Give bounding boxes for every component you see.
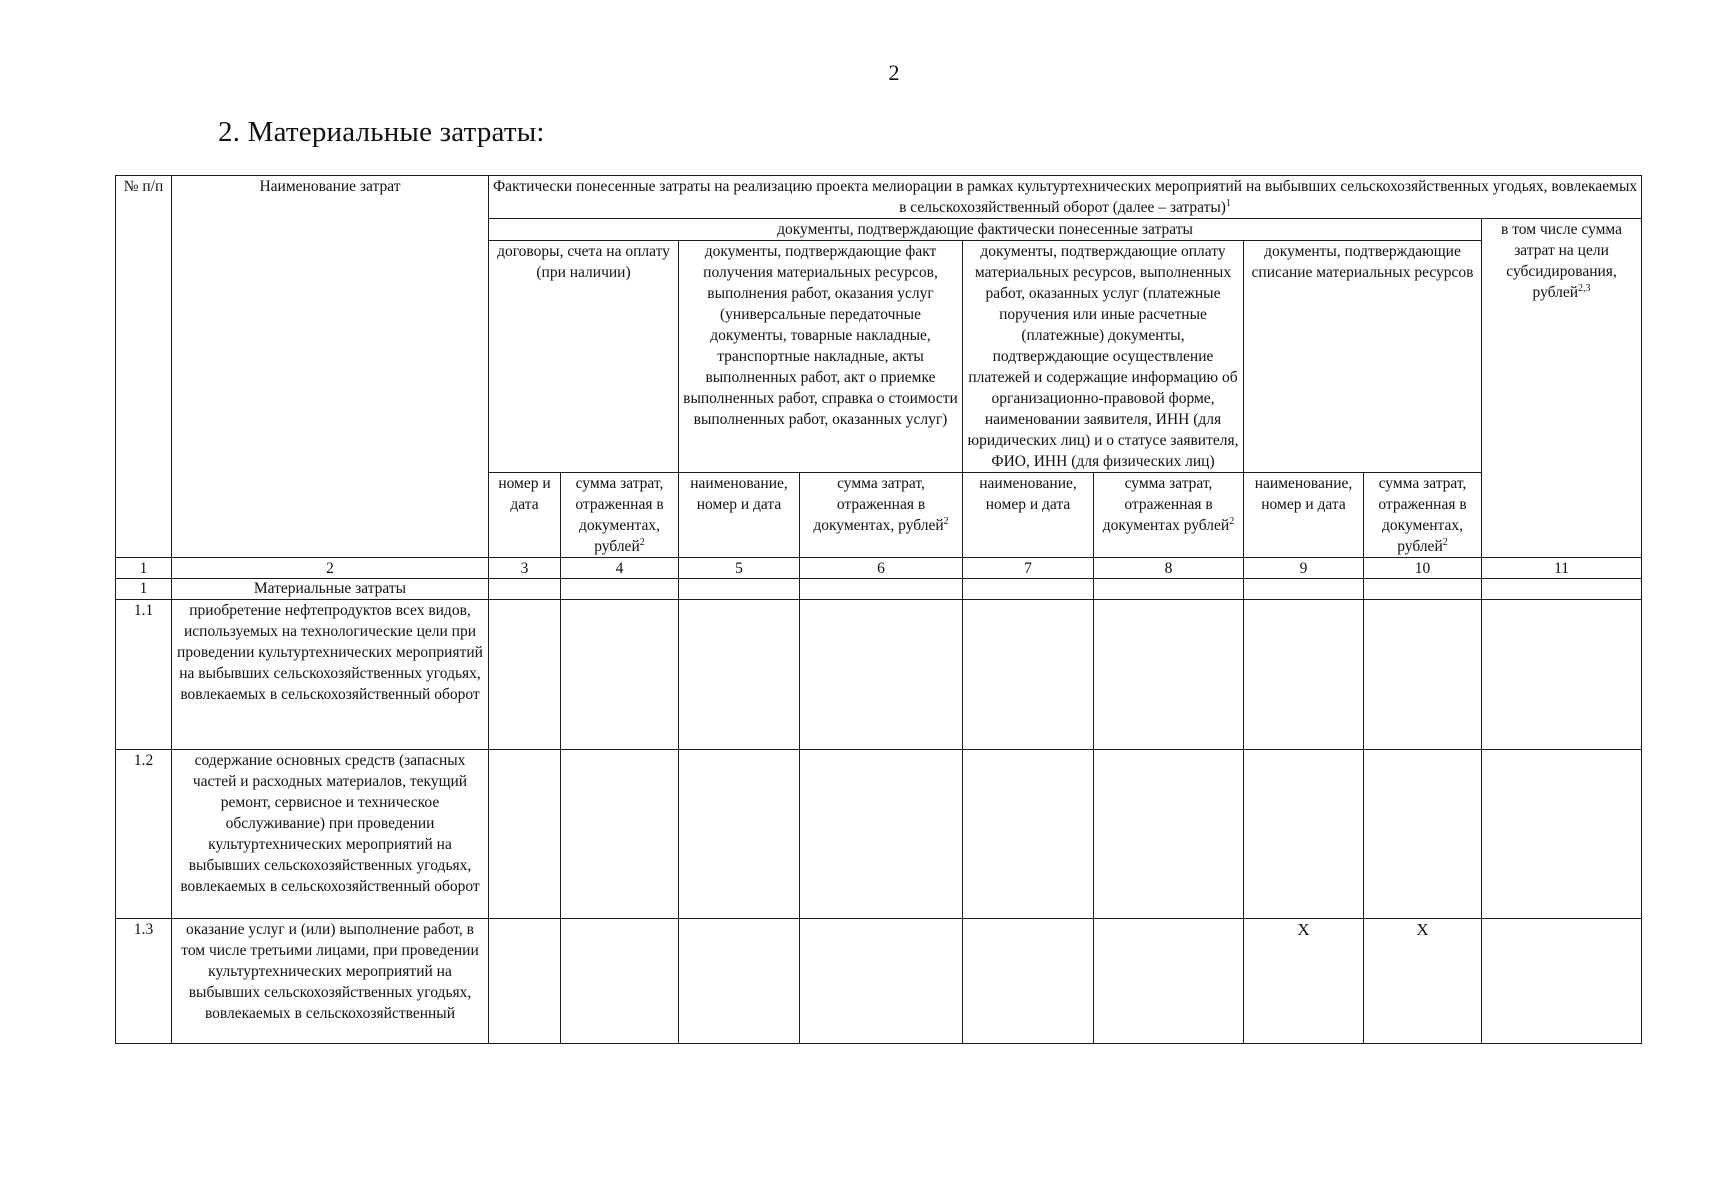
section-title: 2. Материальные затраты: [218,116,545,148]
sub-col-sum-10-text: сумма затрат, отраженная в документах, рублей [1378,475,1467,555]
column-number: 4 [561,558,679,579]
empty-cell [1482,750,1642,919]
empty-cell [963,919,1094,1044]
material-costs-table [115,175,1642,1044]
empty-cell [561,579,679,600]
sub-col-sum-6-text: сумма затрат, отраженная в документах, рублей [813,475,944,534]
empty-cell [800,579,963,600]
page-number: 2 [888,60,900,85]
footnote-ref: 2 [943,515,949,527]
section-row-number: 1 [116,579,172,600]
row-number: 1.1 [116,600,172,750]
empty-cell [963,600,1094,750]
column-number: 6 [800,558,963,579]
sub-col-name-number-date-5: наименование, номер и дата [679,473,800,558]
sub-col-sum-6 [800,473,963,558]
header-subsidy [1482,219,1642,558]
empty-cell [489,919,561,1044]
header-actual-costs [489,176,1642,219]
section-row [116,579,1642,600]
empty-cell [800,600,963,750]
table-row [116,750,1642,919]
empty-cell [1094,600,1244,750]
footnote-ref: 2 [1442,536,1448,548]
group-receipt-docs: документы, подтверждающие факт получения материальных ресурсов, выполнения работ, оказания услуг (универсальные передаточные документы, товарные накладные, транспортные накладные, акты выполненных работ, акт о приемке выполненных работ, справка о стоимости выполненных работ, оказанных услуг) [679,241,963,473]
sub-col-name-number-date-9: наименование, номер и дата [1244,473,1364,558]
column-number: 11 [1482,558,1642,579]
row-cost-name: приобретение нефтепродуктов всех видов, используемых на технологические цели при проведении культуртехнических мероприятий на выбывших сельскохозяйственных угодьях, вовлекаемых в сельскохозяйственный оборот [172,600,489,750]
empty-cell [963,579,1094,600]
column-number: 1 [116,558,172,579]
group-writeoff-docs: документы, подтверждающие списание материальных ресурсов [1244,241,1482,473]
empty-cell [800,919,963,1044]
row-col-9 [1244,750,1364,919]
footnote-ref: 2 [639,536,645,548]
empty-cell [1482,919,1642,1044]
section-row-name: Материальные затраты [172,579,489,600]
table-row [116,600,1642,750]
empty-cell [561,750,679,919]
empty-cell [489,579,561,600]
empty-cell [1094,750,1244,919]
empty-cell [1244,579,1364,600]
empty-cell [679,919,800,1044]
column-number: 8 [1094,558,1244,579]
column-number: 2 [172,558,489,579]
sub-col-number-date: номер и дата [489,473,561,558]
row-col-10: Х [1364,919,1482,1044]
row-col-10 [1364,750,1482,919]
sub-col-sum-4 [561,473,679,558]
empty-cell [1094,579,1244,600]
header-col-number: № п/п [116,176,172,558]
sub-col-sum-8-text: сумма затрат, отраженная в документах рублей [1102,475,1230,534]
row-col-10 [1364,600,1482,750]
empty-cell [679,750,800,919]
row-cost-name: оказание услуг и (или) выполнение работ, в том числе третьими лицами, при проведении культуртехнических мероприятий на выбывших сельскохозяйственных угодьях, вовлекаемых в сельскохозяйственный [172,919,489,1044]
empty-cell [561,919,679,1044]
footnote-ref: 1 [1225,197,1231,209]
group-contracts: договоры, счета на оплату (при наличии) [489,241,679,473]
sub-col-sum-4-text: сумма затрат, отраженная в документах, рублей [575,475,664,555]
empty-cell [1482,600,1642,750]
empty-cell [963,750,1094,919]
row-number: 1.3 [116,919,172,1044]
row-cost-name: содержание основных средств (запасных частей и расходных материалов, текущий ремонт, сервисное и техническое обслуживание) при проведении культуртехнических мероприятий на выбывших сельскохозяйственных угодьях, вовлекаемых в сельскохозяйственный оборот [172,750,489,919]
footnote-ref: 2 [1229,515,1235,527]
table-row [116,919,1642,1044]
header-subsidy-text: в том числе сумма затрат на цели субсидирования, рублей [1501,221,1623,301]
row-number: 1.2 [116,750,172,919]
header-col-name: Наименование затрат [172,176,489,558]
row-col-9: Х [1244,919,1364,1044]
header-actual-costs-text: Фактически понесенные затраты на реализацию проекта мелиорации в рамках культуртехнических мероприятий на выбывших сельскохозяйственных угодьях, вовлекаемых в сельскохозяйственный оборот (далее – затраты) [492,178,1638,216]
empty-cell [679,600,800,750]
empty-cell [679,579,800,600]
column-number: 7 [963,558,1094,579]
column-number: 3 [489,558,561,579]
group-payment-docs: документы, подтверждающие оплату материальных ресурсов, выполненных работ, оказанных услуг (платежные поручения или иные расчетные (платежные) документы, подтверждающие осуществление платежей и содержащие информацию об организационно-правовой форме, наименовании заявителя, ИНН (для юридических лиц) и о статусе заявителя, ФИО, ИНН (для физических лиц) [963,241,1244,473]
sub-col-sum-10 [1364,473,1482,558]
header-docs: документы, подтверждающие фактически понесенные затраты [489,219,1482,241]
empty-cell [1482,579,1642,600]
empty-cell [489,600,561,750]
column-number: 10 [1364,558,1482,579]
column-number: 5 [679,558,800,579]
header-row-1 [116,176,1642,219]
row-col-9 [1244,600,1364,750]
sub-col-sum-8 [1094,473,1244,558]
sub-col-name-number-date-7: наименование, номер и дата [963,473,1094,558]
empty-cell [561,600,679,750]
empty-cell [489,750,561,919]
empty-cell [1364,579,1482,600]
empty-cell [800,750,963,919]
column-number: 9 [1244,558,1364,579]
empty-cell [1094,919,1244,1044]
footnote-ref: 2,3 [1578,282,1591,294]
column-number-row [116,558,1642,579]
